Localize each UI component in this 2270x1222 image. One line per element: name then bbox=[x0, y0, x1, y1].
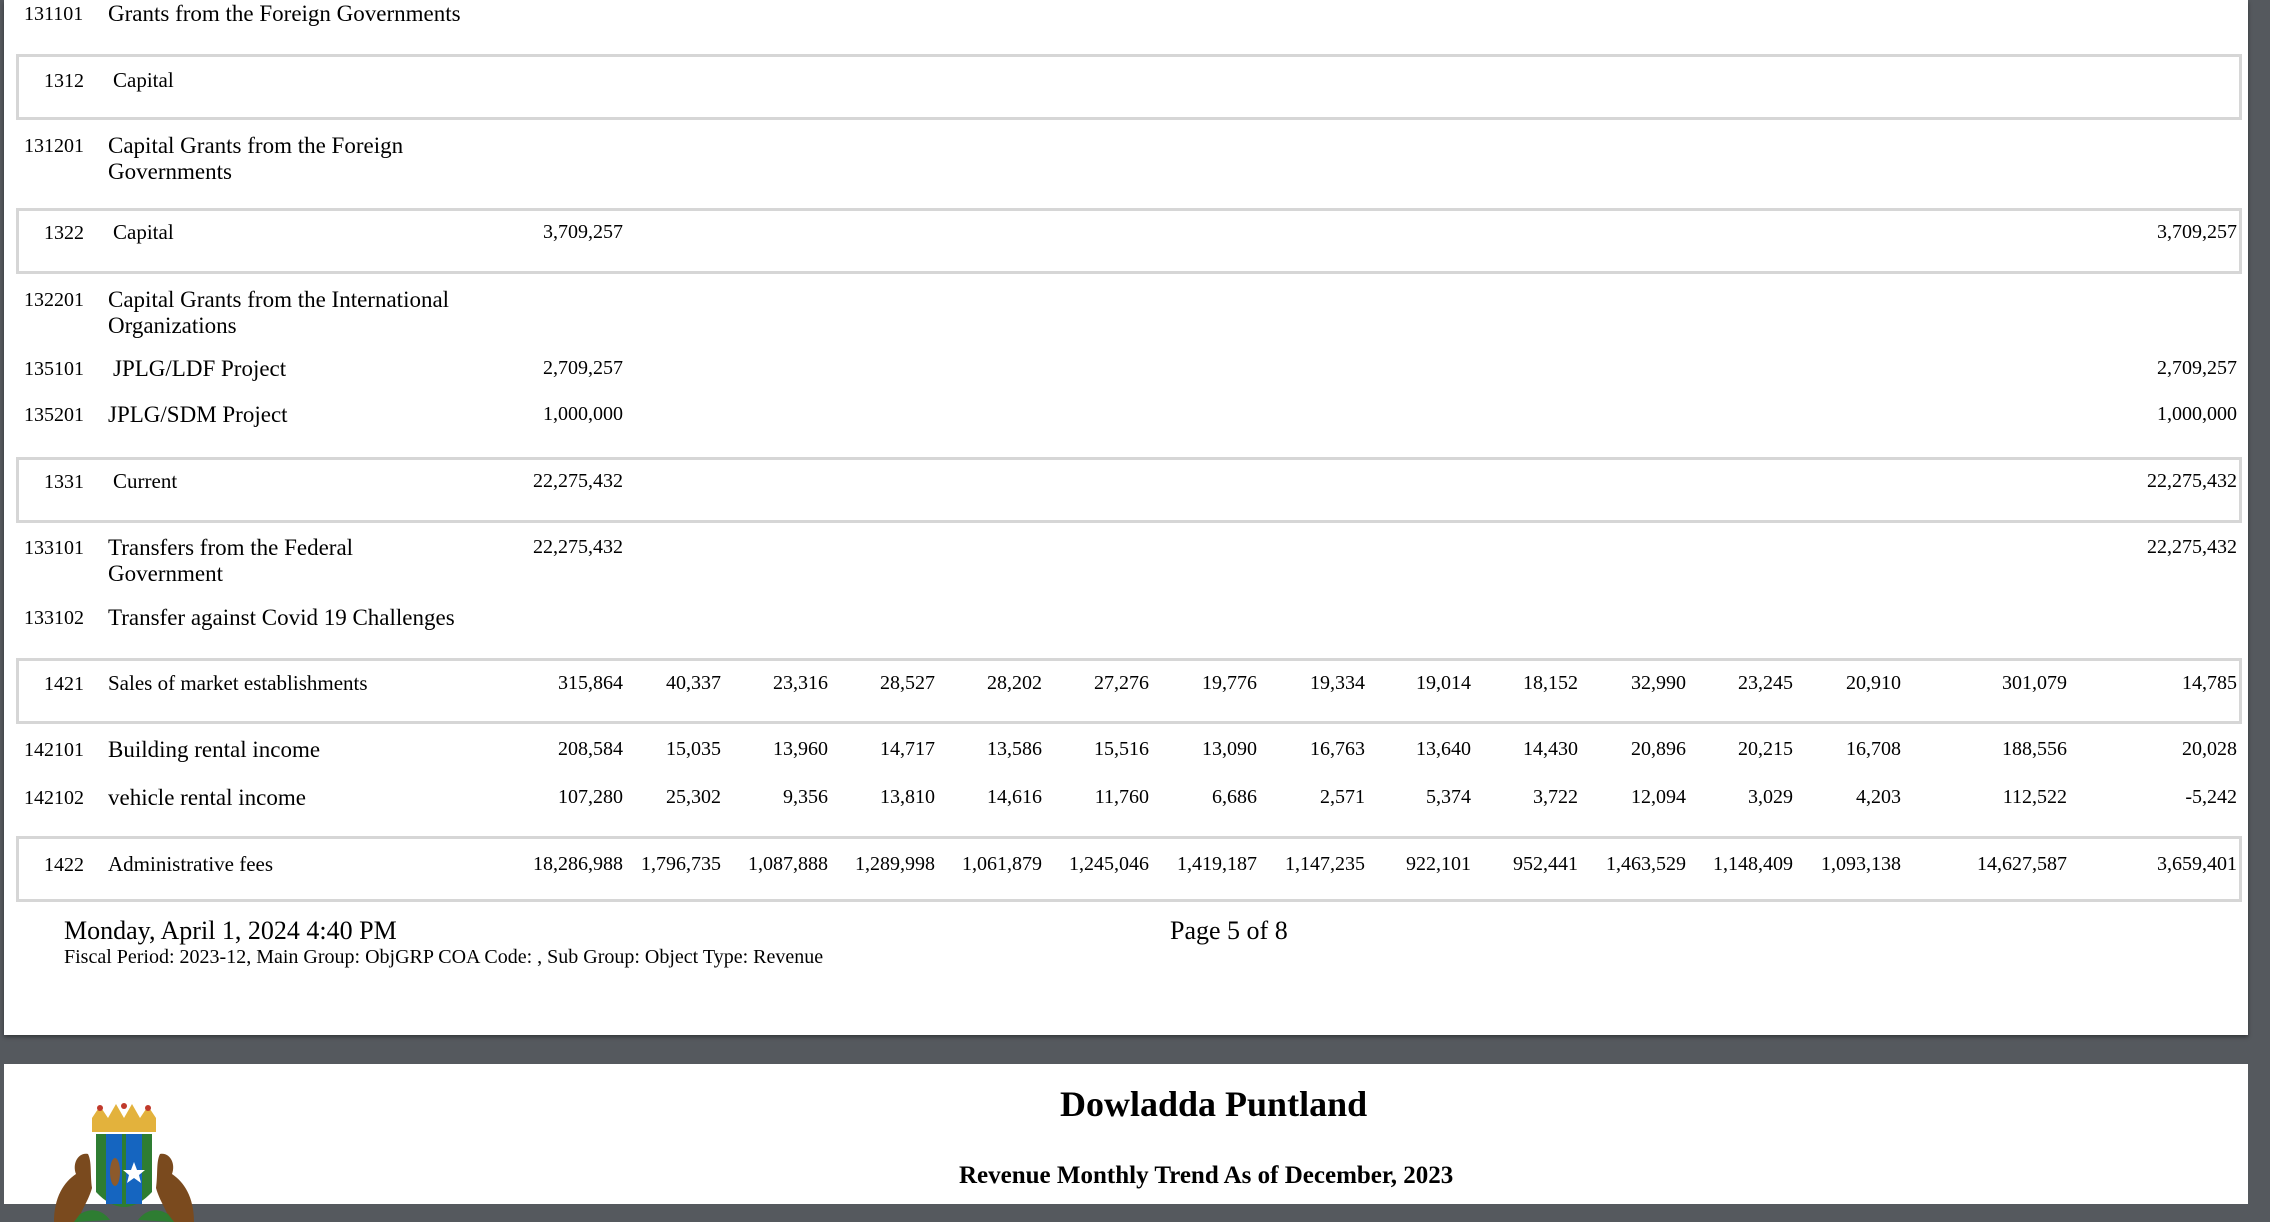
value-cell: 1,796,735 bbox=[641, 853, 721, 875]
value-cell: 2,571 bbox=[1320, 786, 1365, 808]
group-row-box bbox=[16, 208, 2242, 274]
value-cell: 13,640 bbox=[1416, 738, 1471, 760]
value-cell: 6,686 bbox=[1212, 786, 1257, 808]
value-cell: 18,152 bbox=[1523, 672, 1578, 694]
row-description: Transfers from the Federal bbox=[108, 535, 354, 560]
row-code: 1322 bbox=[44, 222, 84, 244]
value-cell: 14,717 bbox=[880, 738, 935, 760]
value-cell: 12,094 bbox=[1631, 786, 1686, 808]
value-cell: 1,147,235 bbox=[1285, 853, 1365, 875]
value-cell: 28,202 bbox=[987, 672, 1042, 694]
value-cell: 20,028 bbox=[2182, 738, 2237, 760]
value-cell: 1,419,187 bbox=[1177, 853, 1257, 875]
value-cell: 14,616 bbox=[987, 786, 1042, 808]
value-cell: 23,245 bbox=[1738, 672, 1793, 694]
row-code: 1312 bbox=[44, 70, 84, 92]
value-cell: 40,337 bbox=[666, 672, 721, 694]
report-page-6 bbox=[4, 1064, 2248, 1204]
government-title: Dowladda Puntland bbox=[1060, 1084, 1368, 1124]
value-cell: 22,275,432 bbox=[2147, 470, 2237, 492]
value-cell: 5,374 bbox=[1426, 786, 1471, 808]
value-cell: 22,275,432 bbox=[2147, 536, 2237, 558]
value-cell: 19,334 bbox=[1310, 672, 1365, 694]
row-description-line2: Governments bbox=[108, 159, 232, 184]
value-cell: 14,430 bbox=[1523, 738, 1578, 760]
value-cell: 28,527 bbox=[880, 672, 935, 694]
value-cell: 3,709,257 bbox=[543, 221, 623, 243]
value-cell: 15,035 bbox=[666, 738, 721, 760]
row-description: Grants from the Foreign Governments bbox=[108, 1, 461, 26]
value-cell: 14,627,587 bbox=[1977, 853, 2067, 875]
value-cell: 13,810 bbox=[880, 786, 935, 808]
row-code: 1421 bbox=[44, 673, 84, 695]
row-description: Capital bbox=[113, 220, 174, 244]
row-description: vehicle rental income bbox=[108, 785, 306, 810]
value-cell: 1,093,138 bbox=[1821, 853, 1901, 875]
value-cell: 107,280 bbox=[558, 786, 623, 808]
value-cell: 22,275,432 bbox=[533, 536, 623, 558]
row-description: JPLG/SDM Project bbox=[108, 402, 288, 427]
value-cell: 188,556 bbox=[2002, 738, 2067, 760]
group-row-box bbox=[16, 457, 2242, 523]
value-cell: 1,289,998 bbox=[855, 853, 935, 875]
value-cell: 9,356 bbox=[783, 786, 828, 808]
value-cell: 32,990 bbox=[1631, 672, 1686, 694]
row-code: 135101 bbox=[24, 358, 84, 380]
value-cell: 952,441 bbox=[1513, 853, 1578, 875]
row-code: 132201 bbox=[24, 289, 84, 311]
row-description-line2: Government bbox=[108, 561, 223, 586]
value-cell: 208,584 bbox=[558, 738, 623, 760]
row-description: JPLG/LDF Project bbox=[113, 356, 287, 381]
value-cell: 1,000,000 bbox=[2157, 403, 2237, 425]
value-cell: 1,245,046 bbox=[1069, 853, 1149, 875]
puntland-coat-of-arms-icon bbox=[34, 1102, 214, 1222]
value-cell: 11,760 bbox=[1094, 786, 1149, 808]
value-cell: 22,275,432 bbox=[533, 470, 623, 492]
report-title: Revenue Monthly Trend As of December, 2023 bbox=[959, 1162, 1454, 1189]
row-code: 133102 bbox=[24, 607, 84, 629]
value-cell: 23,316 bbox=[773, 672, 828, 694]
row-description: Current bbox=[113, 469, 178, 493]
value-cell: 1,061,879 bbox=[962, 853, 1042, 875]
report-page-5 bbox=[4, 0, 2248, 1035]
value-cell: 922,101 bbox=[1406, 853, 1471, 875]
value-cell: 27,276 bbox=[1094, 672, 1149, 694]
value-cell: 315,864 bbox=[558, 672, 623, 694]
value-cell: 20,910 bbox=[1846, 672, 1901, 694]
row-description: Building rental income bbox=[108, 737, 321, 762]
row-code: 131101 bbox=[24, 3, 84, 25]
value-cell: 3,709,257 bbox=[2157, 221, 2237, 243]
value-cell: 20,896 bbox=[1631, 738, 1686, 760]
value-cell: 3,029 bbox=[1748, 786, 1793, 808]
value-cell: 112,522 bbox=[2002, 786, 2067, 808]
value-cell: 13,960 bbox=[773, 738, 828, 760]
value-cell: 18,286,988 bbox=[533, 853, 623, 875]
value-cell: 4,203 bbox=[1856, 786, 1901, 808]
row-description-line2: Organizations bbox=[108, 313, 237, 338]
row-description: Capital Grants from the International bbox=[108, 287, 450, 312]
row-code: 1331 bbox=[44, 471, 84, 493]
row-description: Sales of market establishments bbox=[108, 671, 368, 695]
page-number: Page 5 of 8 bbox=[1170, 916, 1288, 945]
row-code: 131201 bbox=[24, 135, 84, 157]
row-description: Capital Grants from the Foreign bbox=[108, 133, 404, 158]
value-cell: 19,776 bbox=[1202, 672, 1257, 694]
value-cell: 1,148,409 bbox=[1713, 853, 1793, 875]
row-code: 142102 bbox=[24, 787, 84, 809]
row-description: Administrative fees bbox=[108, 852, 274, 876]
value-cell: 13,586 bbox=[987, 738, 1042, 760]
value-cell: 2,709,257 bbox=[2157, 357, 2237, 379]
value-cell: 1,000,000 bbox=[543, 403, 623, 425]
row-code: 133101 bbox=[24, 537, 84, 559]
value-cell: 301,079 bbox=[2002, 672, 2067, 694]
value-cell: 25,302 bbox=[666, 786, 721, 808]
value-cell: 16,763 bbox=[1310, 738, 1365, 760]
report-filters: Fiscal Period: 2023-12, Main Group: ObjGRP COA Code: , Sub Group: Object Type: Revenue bbox=[64, 946, 824, 968]
value-cell: 14,785 bbox=[2182, 672, 2237, 694]
report-datetime: Monday, April 1, 2024 4:40 PM bbox=[64, 916, 397, 945]
row-code: 142101 bbox=[24, 739, 84, 761]
row-code: 1422 bbox=[44, 854, 84, 876]
row-description: Transfer against Covid 19 Challenges bbox=[108, 605, 455, 630]
value-cell: 3,722 bbox=[1533, 786, 1578, 808]
value-cell: 16,708 bbox=[1846, 738, 1901, 760]
value-cell: 15,516 bbox=[1094, 738, 1149, 760]
row-description: Capital bbox=[113, 68, 174, 92]
value-cell: 13,090 bbox=[1202, 738, 1257, 760]
value-cell: 3,659,401 bbox=[2157, 853, 2237, 875]
value-cell: 2,709,257 bbox=[543, 357, 623, 379]
value-cell: -5,242 bbox=[2185, 786, 2237, 808]
group-row-box bbox=[16, 54, 2242, 120]
value-cell: 19,014 bbox=[1416, 672, 1471, 694]
value-cell: 1,087,888 bbox=[748, 853, 828, 875]
value-cell: 20,215 bbox=[1738, 738, 1793, 760]
row-code: 135201 bbox=[24, 404, 84, 426]
value-cell: 1,463,529 bbox=[1606, 853, 1686, 875]
